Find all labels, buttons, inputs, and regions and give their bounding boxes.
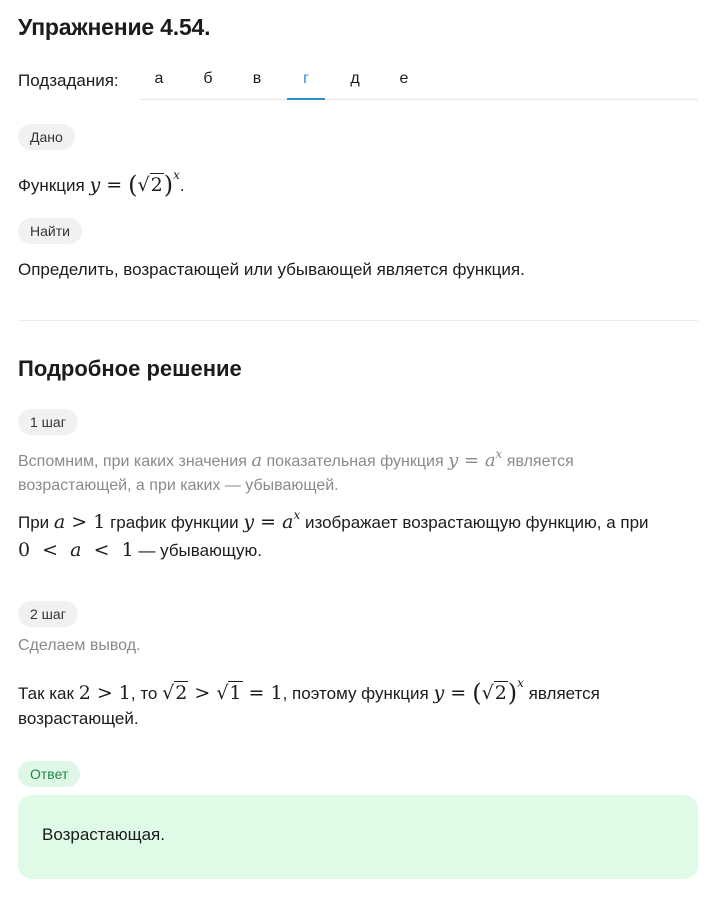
given-formula: $y = (√2)^x$: [89, 168, 180, 199]
answer-text: Возрастающая.: [42, 825, 165, 844]
step1-line2: [18, 533, 262, 568]
step1-hint-a: Вспомним, при каких значения: [18, 453, 247, 470]
subtasks-label: Подзадания:: [18, 71, 119, 90]
given-chip: Дано: [18, 124, 75, 150]
step2-line1-a: Так как: [18, 684, 74, 703]
step1-line2-tail: — убывающую.: [138, 541, 262, 560]
step2-line1-c: , поэтому функция: [282, 684, 429, 703]
step2-ineq: 2 > 1: [78, 682, 131, 704]
step2-func: $y = (√2)^x$: [433, 676, 524, 707]
tab-d[interactable]: д: [350, 70, 360, 87]
given-text-prefix: Функция: [18, 176, 85, 195]
find-text: Определить, возрастающей или убывающей является функция.: [18, 260, 525, 279]
step1-hint-formula: $y = a^x$: [448, 447, 503, 471]
step2-line2: возрастающей.: [18, 709, 139, 728]
step2-line1-b: , то: [130, 684, 158, 703]
tab-b[interactable]: б: [203, 70, 213, 87]
step2-chip: 2 шаг: [18, 601, 78, 627]
answer-box: [18, 795, 698, 879]
subtask-tabs: [140, 62, 698, 100]
step1-line1-c: изображает возрастающую функцию, а при: [304, 513, 649, 532]
step1-cond2: 0 < a < 1: [18, 539, 134, 561]
step2-line1-d: является: [528, 684, 600, 703]
step2-sqrt-ineq: √2 > √1 = 1: [162, 682, 283, 704]
step1-line1-b: график функции: [110, 513, 239, 532]
section-divider: [18, 320, 698, 321]
subtasks-bar: [18, 62, 698, 100]
solution-heading: Подробное решение: [18, 356, 242, 381]
given-text: Функция $y = (√2)^x$.: [18, 168, 185, 199]
step1-chip: 1 шаг: [18, 409, 78, 435]
step1-cond1: a > 1: [53, 511, 106, 533]
step1-hint-line2: возрастающей, а при каких — убывающей.: [18, 477, 339, 494]
tab-g[interactable]: г: [287, 70, 325, 100]
tab-v[interactable]: в: [252, 70, 262, 87]
tab-e[interactable]: е: [399, 70, 409, 87]
step1-hint-var: a: [251, 450, 263, 471]
step1-hint-b: показательная функция: [266, 453, 444, 470]
find-chip: Найти: [18, 218, 82, 244]
answer-chip: Ответ: [18, 761, 80, 787]
step1-func: $y = a^x$: [243, 508, 301, 533]
step1-line1-a: При: [18, 513, 50, 532]
step1-hint: [18, 442, 574, 498]
step2-hint: Сделаем вывод.: [18, 637, 141, 654]
page-title: Упражнение 4.54.: [18, 14, 211, 40]
step1-hint-c: является: [506, 453, 574, 470]
tab-a[interactable]: а: [154, 70, 164, 87]
